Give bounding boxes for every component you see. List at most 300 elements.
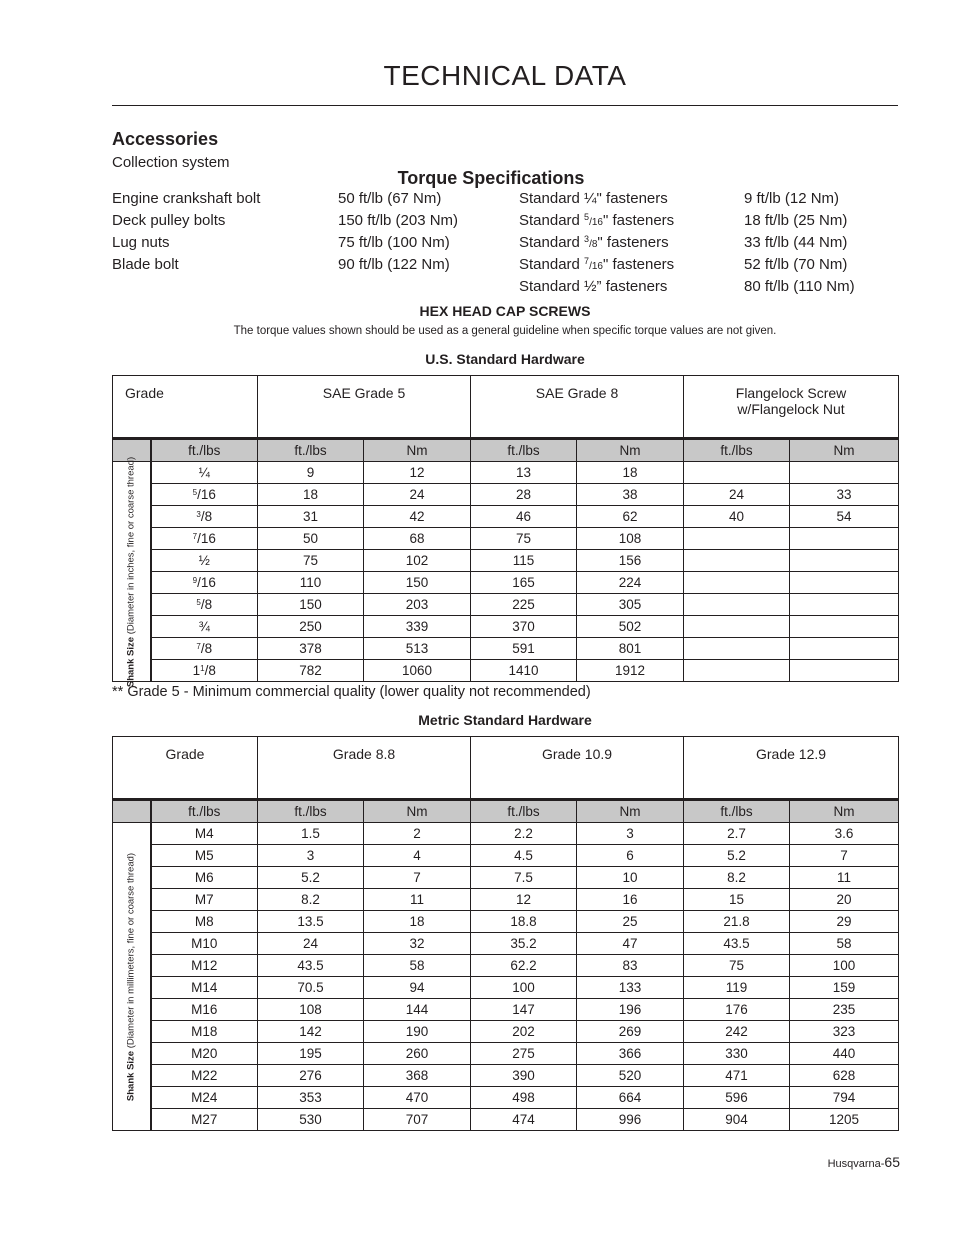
torque-cell: 119 bbox=[684, 977, 790, 999]
torque-cell: 43.5 bbox=[258, 955, 364, 977]
table-row bbox=[113, 889, 899, 911]
size-numerator: 7 bbox=[192, 532, 198, 541]
size-numerator: 3 bbox=[196, 510, 201, 519]
shank-size-bold: Shank Size bbox=[125, 1050, 137, 1101]
table-row bbox=[113, 660, 899, 682]
shank-size-cell bbox=[151, 1065, 258, 1087]
unit-header: ft./lbs bbox=[471, 439, 577, 462]
torque-cell: 370 bbox=[471, 616, 577, 638]
table-row bbox=[113, 933, 899, 955]
shank-size-cell bbox=[151, 462, 258, 484]
torque-cell: 8.2 bbox=[258, 889, 364, 911]
title-divider bbox=[112, 105, 898, 106]
torque-cell bbox=[684, 528, 790, 550]
size-value: M4 bbox=[194, 826, 214, 841]
shank-size-cell bbox=[151, 845, 258, 867]
fraction-numerator: 3 bbox=[584, 234, 590, 244]
torque-cell: 1205 bbox=[790, 1109, 899, 1131]
torque-cell: 276 bbox=[258, 1065, 364, 1087]
torque-cell: 150 bbox=[364, 572, 471, 594]
torque-cell: 498 bbox=[471, 1087, 577, 1109]
shank-size-cell bbox=[151, 823, 258, 845]
torque-cell: 38 bbox=[577, 484, 684, 506]
shank-size-cell bbox=[151, 616, 258, 638]
metric-table-title: Metric Standard Hardware bbox=[418, 712, 592, 728]
torque-cell bbox=[790, 616, 899, 638]
size-value: /8 bbox=[200, 641, 213, 656]
fraction-numerator: 5 bbox=[584, 212, 590, 222]
torque-label: Blade bolt bbox=[112, 256, 179, 273]
torque-cell: 18 bbox=[364, 911, 471, 933]
torque-cell bbox=[684, 550, 790, 572]
metric-standard-table bbox=[112, 736, 899, 1131]
torque-cell: 150 bbox=[258, 594, 364, 616]
grade-header: Grade bbox=[113, 376, 258, 439]
size-value: M5 bbox=[194, 848, 214, 863]
grade-group-header: SAE Grade 8 bbox=[471, 376, 684, 439]
grade-group-header: Grade 8.8 bbox=[258, 737, 471, 800]
torque-cell: 12 bbox=[364, 462, 471, 484]
size-value: /8 bbox=[200, 597, 213, 612]
torque-cell: 18.8 bbox=[471, 911, 577, 933]
torque-cell: 110 bbox=[258, 572, 364, 594]
hex-guideline-note: The torque values shown should be used as a general guideline when specific torque values are not given. bbox=[233, 325, 777, 337]
torque-cell: 596 bbox=[684, 1087, 790, 1109]
torque-cell: 664 bbox=[577, 1087, 684, 1109]
torque-cell: 75 bbox=[471, 528, 577, 550]
torque-cell: 43.5 bbox=[684, 933, 790, 955]
table-row bbox=[113, 823, 899, 845]
torque-cell: 100 bbox=[790, 955, 899, 977]
shank-size-cell bbox=[151, 638, 258, 660]
torque-cell: 305 bbox=[577, 594, 684, 616]
torque-cell: 801 bbox=[577, 638, 684, 660]
torque-cell: 339 bbox=[364, 616, 471, 638]
torque-cell: 100 bbox=[471, 977, 577, 999]
torque-cell: 108 bbox=[258, 999, 364, 1021]
shank-size-label bbox=[113, 823, 151, 1131]
size-numerator: 5 bbox=[192, 488, 198, 497]
shank-size-cell bbox=[151, 933, 258, 955]
torque-cell: 323 bbox=[790, 1021, 899, 1043]
fraction-denominator: /8 bbox=[589, 239, 598, 250]
torque-cell: 75 bbox=[258, 550, 364, 572]
torque-cell: 115 bbox=[471, 550, 577, 572]
size-value: ¼ bbox=[198, 465, 210, 480]
torque-cell: 470 bbox=[364, 1087, 471, 1109]
torque-cell: 12 bbox=[471, 889, 577, 911]
fastener-torque-value: 9 ft/lb (12 Nm) bbox=[744, 190, 840, 207]
torque-cell: 18 bbox=[258, 484, 364, 506]
torque-cell: 3 bbox=[577, 823, 684, 845]
fastener-label bbox=[519, 278, 667, 295]
unit-header: Nm bbox=[577, 439, 684, 462]
torque-cell: 54 bbox=[790, 506, 899, 528]
torque-cell: 9 bbox=[258, 462, 364, 484]
torque-cell: 147 bbox=[471, 999, 577, 1021]
torque-cell: 58 bbox=[790, 933, 899, 955]
grade-header: Grade bbox=[113, 737, 258, 800]
torque-cell: 502 bbox=[577, 616, 684, 638]
fastener-torque-value: 80 ft/lb (110 Nm) bbox=[744, 278, 855, 295]
torque-cell: 390 bbox=[471, 1065, 577, 1087]
torque-cell: 196 bbox=[577, 999, 684, 1021]
torque-cell bbox=[684, 462, 790, 484]
table-row bbox=[113, 977, 899, 999]
fastener-prefix: Standard bbox=[519, 212, 585, 229]
torque-cell: 591 bbox=[471, 638, 577, 660]
torque-cell bbox=[684, 594, 790, 616]
torque-cell: 7.5 bbox=[471, 867, 577, 889]
table-row bbox=[113, 462, 899, 484]
torque-cell: 225 bbox=[471, 594, 577, 616]
page-title: TECHNICAL DATA bbox=[383, 60, 627, 91]
collection-system-label: Collection system bbox=[112, 154, 230, 171]
fastener-suffix: " fasteners bbox=[597, 234, 669, 251]
torque-cell bbox=[790, 550, 899, 572]
torque-cell: 2.7 bbox=[684, 823, 790, 845]
fastener-prefix: Standard ½” fasteners bbox=[519, 278, 668, 295]
shank-size-cell bbox=[151, 1021, 258, 1043]
torque-cell: 224 bbox=[577, 572, 684, 594]
size-value: /16 bbox=[197, 531, 216, 546]
torque-cell bbox=[790, 660, 899, 682]
table-row bbox=[113, 594, 899, 616]
torque-cell: 707 bbox=[364, 1109, 471, 1131]
torque-cell: 62 bbox=[577, 506, 684, 528]
torque-cell: 25 bbox=[577, 911, 684, 933]
torque-cell: 530 bbox=[258, 1109, 364, 1131]
shank-size-cell bbox=[151, 1043, 258, 1065]
torque-cell: 94 bbox=[364, 977, 471, 999]
torque-cell: 29 bbox=[790, 911, 899, 933]
torque-cell: 260 bbox=[364, 1043, 471, 1065]
shank-size-cell bbox=[151, 1109, 258, 1131]
torque-cell bbox=[790, 638, 899, 660]
unit-header: Nm bbox=[364, 800, 471, 823]
unit-header: ft./lbs bbox=[684, 800, 790, 823]
shank-size-cell bbox=[151, 484, 258, 506]
fraction-numerator: 7 bbox=[584, 256, 590, 266]
torque-cell: 269 bbox=[577, 1021, 684, 1043]
fastener-torque-value: 18 ft/lb (25 Nm) bbox=[744, 212, 848, 229]
unit-header: ft./lbs bbox=[151, 800, 258, 823]
fraction-denominator: /16 bbox=[589, 217, 603, 228]
torque-cell: 250 bbox=[258, 616, 364, 638]
table-row bbox=[113, 845, 899, 867]
table-row bbox=[113, 867, 899, 889]
torque-cell bbox=[684, 638, 790, 660]
torque-cell bbox=[790, 528, 899, 550]
page-number: 65 bbox=[884, 1154, 900, 1170]
torque-cell: 203 bbox=[364, 594, 471, 616]
torque-cell: 32 bbox=[364, 933, 471, 955]
us-table-title: U.S. Standard Hardware bbox=[425, 351, 585, 367]
size-value: M10 bbox=[191, 936, 218, 951]
size-value: M16 bbox=[191, 1002, 218, 1017]
grade-group-header: SAE Grade 5 bbox=[258, 376, 471, 439]
size-whole: 1 bbox=[192, 663, 201, 678]
torque-cell: 474 bbox=[471, 1109, 577, 1131]
table-row bbox=[113, 528, 899, 550]
torque-cell: 42 bbox=[364, 506, 471, 528]
table-row bbox=[113, 1043, 899, 1065]
size-value: M20 bbox=[191, 1046, 218, 1061]
torque-cell: 195 bbox=[258, 1043, 364, 1065]
fastener-prefix: Standard bbox=[519, 234, 585, 251]
torque-cell: 62.2 bbox=[471, 955, 577, 977]
torque-value: 75 ft/lb (100 Nm) bbox=[338, 234, 450, 251]
torque-cell: 471 bbox=[684, 1065, 790, 1087]
torque-cell: 83 bbox=[577, 955, 684, 977]
torque-cell: 3.6 bbox=[790, 823, 899, 845]
shank-size-cell bbox=[151, 977, 258, 999]
torque-cell: 133 bbox=[577, 977, 684, 999]
torque-cell: 47 bbox=[577, 933, 684, 955]
size-value: M8 bbox=[194, 914, 214, 929]
us-standard-table bbox=[112, 375, 899, 687]
torque-cell: 235 bbox=[790, 999, 899, 1021]
fastener-torque-value: 33 ft/lb (44 Nm) bbox=[744, 234, 848, 251]
torque-cell: 24 bbox=[258, 933, 364, 955]
grade-header-row bbox=[113, 376, 899, 439]
torque-cell: 102 bbox=[364, 550, 471, 572]
fastener-suffix: " fasteners bbox=[602, 212, 675, 229]
size-value: /16 bbox=[197, 575, 216, 590]
table-row bbox=[113, 638, 899, 660]
size-value: M18 bbox=[191, 1024, 218, 1039]
unit-header: Nm bbox=[790, 439, 899, 462]
size-numerator: 1 bbox=[200, 664, 205, 673]
torque-cell: 144 bbox=[364, 999, 471, 1021]
units-row bbox=[113, 439, 899, 462]
table-row bbox=[113, 1021, 899, 1043]
torque-cell: 996 bbox=[577, 1109, 684, 1131]
torque-cell: 1060 bbox=[364, 660, 471, 682]
torque-cell: 20 bbox=[790, 889, 899, 911]
size-value: M6 bbox=[194, 870, 214, 885]
torque-cell: 366 bbox=[577, 1043, 684, 1065]
torque-cell: 2.2 bbox=[471, 823, 577, 845]
shank-size-cell bbox=[151, 506, 258, 528]
fastener-label bbox=[519, 190, 668, 207]
torque-cell: 31 bbox=[258, 506, 364, 528]
table-row bbox=[113, 572, 899, 594]
torque-heading: Torque Specifications bbox=[397, 168, 585, 188]
fastener-suffix: " fasteners bbox=[602, 256, 675, 273]
fastener-prefix: Standard bbox=[519, 256, 585, 273]
torque-cell: 28 bbox=[471, 484, 577, 506]
grade-header-row bbox=[113, 737, 899, 800]
torque-cell: 13.5 bbox=[258, 911, 364, 933]
torque-cell: 330 bbox=[684, 1043, 790, 1065]
torque-cell: 628 bbox=[790, 1065, 899, 1087]
torque-cell: 33 bbox=[790, 484, 899, 506]
grade-group-header: Grade 12.9 bbox=[684, 737, 899, 800]
shank-size-cell bbox=[151, 550, 258, 572]
torque-cell: 440 bbox=[790, 1043, 899, 1065]
shank-size-text bbox=[126, 456, 137, 686]
torque-cell: 1410 bbox=[471, 660, 577, 682]
torque-cell: 18 bbox=[577, 462, 684, 484]
torque-cell: 165 bbox=[471, 572, 577, 594]
torque-cell: 46 bbox=[471, 506, 577, 528]
shank-size-text bbox=[126, 852, 137, 1100]
footer-brand: Husqvarna- bbox=[827, 1158, 885, 1170]
size-value: M22 bbox=[191, 1068, 218, 1083]
torque-cell: 242 bbox=[684, 1021, 790, 1043]
table-row bbox=[113, 550, 899, 572]
torque-cell: 24 bbox=[364, 484, 471, 506]
torque-value: 50 ft/lb (67 Nm) bbox=[338, 190, 442, 207]
size-value: ½ bbox=[198, 553, 210, 568]
torque-cell: 159 bbox=[790, 977, 899, 999]
torque-cell: 35.2 bbox=[471, 933, 577, 955]
fastener-label bbox=[519, 234, 669, 251]
torque-cell: 75 bbox=[684, 955, 790, 977]
table-row bbox=[113, 911, 899, 933]
shank-size-detail: (Diameter in millimeters, fine or coarse thread) bbox=[125, 852, 137, 1051]
torque-cell: 8.2 bbox=[684, 867, 790, 889]
fastener-prefix: Standard ¼" fasteners bbox=[519, 190, 668, 207]
units-row bbox=[113, 800, 899, 823]
torque-cell: 520 bbox=[577, 1065, 684, 1087]
table-row bbox=[113, 1065, 899, 1087]
fastener-label bbox=[519, 212, 674, 229]
size-value: ¾ bbox=[198, 619, 210, 634]
size-value: M7 bbox=[194, 892, 214, 907]
torque-cell bbox=[684, 572, 790, 594]
torque-cell: 108 bbox=[577, 528, 684, 550]
torque-cell: 40 bbox=[684, 506, 790, 528]
size-numerator: 5 bbox=[196, 598, 201, 607]
size-value: /8 bbox=[204, 663, 216, 678]
torque-cell bbox=[790, 594, 899, 616]
size-numerator: 9 bbox=[192, 576, 198, 585]
torque-cell: 5.2 bbox=[684, 845, 790, 867]
torque-cell: 513 bbox=[364, 638, 471, 660]
torque-cell: 58 bbox=[364, 955, 471, 977]
torque-cell: 5.2 bbox=[258, 867, 364, 889]
torque-cell: 3 bbox=[258, 845, 364, 867]
shank-size-detail: (Diameter in inches, fine or coarse thread) bbox=[125, 456, 137, 637]
unit-header: Nm bbox=[577, 800, 684, 823]
size-value: /8 bbox=[200, 509, 213, 524]
torque-cell: 10 bbox=[577, 867, 684, 889]
size-value: M27 bbox=[191, 1112, 218, 1127]
torque-cell: 16 bbox=[577, 889, 684, 911]
size-numerator: 7 bbox=[196, 642, 201, 651]
shank-size-cell bbox=[151, 867, 258, 889]
table-row bbox=[113, 506, 899, 528]
torque-cell: 68 bbox=[364, 528, 471, 550]
shank-size-label bbox=[113, 456, 151, 687]
fraction-denominator: /16 bbox=[589, 261, 603, 272]
grade-group-header: Grade 10.9 bbox=[471, 737, 684, 800]
torque-cell: 70.5 bbox=[258, 977, 364, 999]
torque-cell: 142 bbox=[258, 1021, 364, 1043]
torque-cell: 7 bbox=[364, 867, 471, 889]
torque-cell: 2 bbox=[364, 823, 471, 845]
unit-header: ft./lbs bbox=[471, 800, 577, 823]
torque-cell: 904 bbox=[684, 1109, 790, 1131]
torque-cell bbox=[790, 572, 899, 594]
unit-header: ft./lbs bbox=[258, 800, 364, 823]
torque-cell bbox=[684, 616, 790, 638]
grade5-footnote: ** Grade 5 - Minimum commercial quality (lower quality not recommended) bbox=[112, 684, 591, 700]
torque-label: Engine crankshaft bolt bbox=[112, 190, 261, 207]
table-row bbox=[113, 955, 899, 977]
torque-cell: 13 bbox=[471, 462, 577, 484]
torque-cell bbox=[790, 462, 899, 484]
torque-cell: 275 bbox=[471, 1043, 577, 1065]
torque-label: Lug nuts bbox=[112, 234, 170, 251]
shank-size-cell bbox=[151, 1087, 258, 1109]
torque-cell bbox=[684, 660, 790, 682]
table-row bbox=[113, 484, 899, 506]
size-value: M12 bbox=[191, 958, 218, 973]
unit-header: ft./lbs bbox=[151, 439, 258, 462]
torque-cell: 353 bbox=[258, 1087, 364, 1109]
torque-cell: 1.5 bbox=[258, 823, 364, 845]
shank-size-cell bbox=[151, 889, 258, 911]
torque-cell: 378 bbox=[258, 638, 364, 660]
size-value: /16 bbox=[197, 487, 216, 502]
torque-cell: 368 bbox=[364, 1065, 471, 1087]
torque-label: Deck pulley bolts bbox=[112, 212, 226, 229]
torque-cell: 15 bbox=[684, 889, 790, 911]
unit-header: Nm bbox=[790, 800, 899, 823]
torque-cell: 156 bbox=[577, 550, 684, 572]
accessories-heading: Accessories bbox=[112, 129, 219, 149]
torque-value: 90 ft/lb (122 Nm) bbox=[338, 256, 450, 273]
table-row bbox=[113, 1087, 899, 1109]
torque-cell: 6 bbox=[577, 845, 684, 867]
shank-size-bold: Shank Size bbox=[125, 636, 137, 687]
unit-header: ft./lbs bbox=[258, 439, 364, 462]
size-value: M24 bbox=[191, 1090, 218, 1105]
fastener-label bbox=[519, 256, 674, 273]
shank-size-cell bbox=[151, 528, 258, 550]
torque-cell: 50 bbox=[258, 528, 364, 550]
table-row bbox=[113, 616, 899, 638]
grade-group-header: Flangelock Screw w/Flangelock Nut bbox=[684, 376, 899, 439]
table-row bbox=[113, 1109, 899, 1131]
torque-cell: 4.5 bbox=[471, 845, 577, 867]
torque-cell: 4 bbox=[364, 845, 471, 867]
shank-size-cell bbox=[151, 911, 258, 933]
shank-size-cell bbox=[151, 660, 258, 682]
torque-cell: 11 bbox=[790, 867, 899, 889]
torque-cell: 190 bbox=[364, 1021, 471, 1043]
hex-cap-screws-heading: HEX HEAD CAP SCREWS bbox=[419, 303, 591, 319]
torque-cell: 202 bbox=[471, 1021, 577, 1043]
torque-cell: 176 bbox=[684, 999, 790, 1021]
torque-cell: 7 bbox=[790, 845, 899, 867]
unit-header: Nm bbox=[364, 439, 471, 462]
shank-size-cell bbox=[151, 955, 258, 977]
torque-cell: 21.8 bbox=[684, 911, 790, 933]
unit-header: ft./lbs bbox=[684, 439, 790, 462]
fastener-torque-value: 52 ft/lb (70 Nm) bbox=[744, 256, 848, 273]
page-footer bbox=[828, 1154, 900, 1170]
shank-size-cell bbox=[151, 999, 258, 1021]
torque-cell: 782 bbox=[258, 660, 364, 682]
table-row bbox=[113, 999, 899, 1021]
torque-cell: 11 bbox=[364, 889, 471, 911]
torque-cell: 1912 bbox=[577, 660, 684, 682]
units-spacer bbox=[113, 800, 151, 823]
